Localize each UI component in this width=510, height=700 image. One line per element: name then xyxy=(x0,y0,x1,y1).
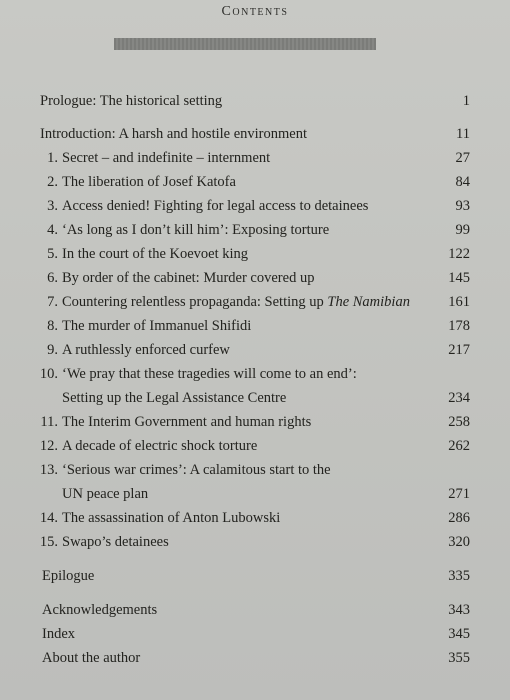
decorative-rule xyxy=(114,38,376,50)
entry-page: 355 xyxy=(448,650,470,666)
entry-number: 6. xyxy=(47,270,58,286)
entry-title: The Interim Government and human rights xyxy=(62,414,312,430)
entry-title: ‘As long as I don’t kill him’: Exposing torture xyxy=(62,222,330,238)
entry-number: 3. xyxy=(47,198,58,214)
entry-number: 1. xyxy=(47,150,58,166)
toc-entry-introduction xyxy=(0,122,510,146)
entry-page: 335 xyxy=(448,568,470,584)
entry-number: 15. xyxy=(39,534,58,550)
entry-title: A ruthlessly enforced curfew xyxy=(62,342,230,358)
entry-page: 11 xyxy=(456,126,470,142)
entry-title: Epilogue xyxy=(42,568,95,584)
entry-number: 7. xyxy=(47,294,58,310)
entry-title: The assassination of Anton Lubowski xyxy=(62,510,281,526)
entry-title: A decade of electric shock torture xyxy=(62,438,258,454)
entry-title: ‘We pray that these tragedies will come to an end’: xyxy=(62,366,357,382)
entry-title: About the author xyxy=(42,650,141,666)
entry-page: 145 xyxy=(448,270,470,286)
entry-page: 84 xyxy=(455,174,470,190)
toc-entry-chapter-3 xyxy=(0,194,510,218)
entry-number: 14. xyxy=(39,510,58,526)
entry-page: 262 xyxy=(448,438,470,454)
toc-entry-chapter-2 xyxy=(0,170,510,194)
entry-page: 345 xyxy=(448,626,470,642)
entry-title: The murder of Immanuel Shifidi xyxy=(62,318,252,334)
entry-title: Swapo’s detainees xyxy=(62,534,169,550)
entry-title: Secret – and indefinite – internment xyxy=(62,150,271,166)
toc-entry-chapter-8 xyxy=(0,314,510,338)
toc-entry-acknowledgements xyxy=(0,598,510,622)
entry-title: Access denied! Fighting for legal access to detainees xyxy=(62,198,369,214)
entry-title: Acknowledgements xyxy=(42,602,158,618)
entry-page: 99 xyxy=(455,222,470,238)
toc-entry-prologue xyxy=(0,89,510,113)
entry-number: 8. xyxy=(47,318,58,334)
entry-title: Introduction: A harsh and hostile environment xyxy=(40,126,307,142)
toc-entry-chapter-13 xyxy=(0,458,510,482)
entry-page: 178 xyxy=(448,318,470,334)
toc-entry-chapter-6 xyxy=(0,266,510,290)
entry-title xyxy=(62,290,410,314)
entry-number: 11. xyxy=(40,414,58,430)
toc-entry-index xyxy=(0,622,510,646)
entry-title: By order of the cabinet: Murder covered up xyxy=(62,270,315,286)
entry-number: 10. xyxy=(39,366,58,382)
toc-entry-chapter-10 xyxy=(0,362,510,386)
entry-number: 12. xyxy=(39,438,58,454)
entry-page: 27 xyxy=(455,150,470,166)
entry-page: 217 xyxy=(448,342,470,358)
entry-title-italic: The Namibian xyxy=(327,294,410,310)
entry-title: Index xyxy=(42,626,76,642)
toc-entry-chapter-5 xyxy=(0,242,510,266)
toc-entry-chapter-15 xyxy=(0,530,510,554)
entry-title-text: Countering relentless propaganda: Setting up xyxy=(62,294,328,310)
toc-entry-chapter-12 xyxy=(0,434,510,458)
entry-title: Prologue: The historical setting xyxy=(40,93,223,109)
toc-entry-chapter-11 xyxy=(0,410,510,434)
toc-entry-chapter-1 xyxy=(0,146,510,170)
entry-title: The liberation of Josef Katofa xyxy=(62,174,236,190)
toc-entry-chapter-9 xyxy=(0,338,510,362)
entry-number: 13. xyxy=(39,462,58,478)
entry-number: 5. xyxy=(47,246,58,262)
entry-page: 258 xyxy=(448,414,470,430)
entry-page: 234 xyxy=(448,390,470,406)
toc-entry-about-author xyxy=(0,646,510,670)
entry-page: 286 xyxy=(448,510,470,526)
entry-number: 4. xyxy=(47,222,58,238)
toc-entry-chapter-13-cont xyxy=(0,482,510,506)
entry-number: 2. xyxy=(47,174,58,190)
toc-entry-chapter-4 xyxy=(0,218,510,242)
toc-entry-epilogue xyxy=(0,564,510,588)
entry-page: 271 xyxy=(448,486,470,502)
entry-page: 122 xyxy=(448,246,470,262)
contents-heading: Contents xyxy=(221,4,289,19)
entry-title-continued: Setting up the Legal Assistance Centre xyxy=(62,390,287,406)
entry-page: 161 xyxy=(448,294,470,310)
toc-entry-chapter-14 xyxy=(0,506,510,530)
toc-entry-chapter-10-cont xyxy=(0,386,510,410)
entry-page: 1 xyxy=(462,93,470,109)
entry-page: 93 xyxy=(455,198,470,214)
toc-entry-chapter-7 xyxy=(0,290,510,314)
entry-title: In the court of the Koevoet king xyxy=(62,246,249,262)
entry-number: 9. xyxy=(47,342,58,358)
entry-title-continued: UN peace plan xyxy=(62,486,149,502)
entry-title: ‘Serious war crimes’: A calamitous start to the xyxy=(62,462,331,478)
entry-page: 343 xyxy=(448,602,470,618)
entry-page: 320 xyxy=(448,534,470,550)
